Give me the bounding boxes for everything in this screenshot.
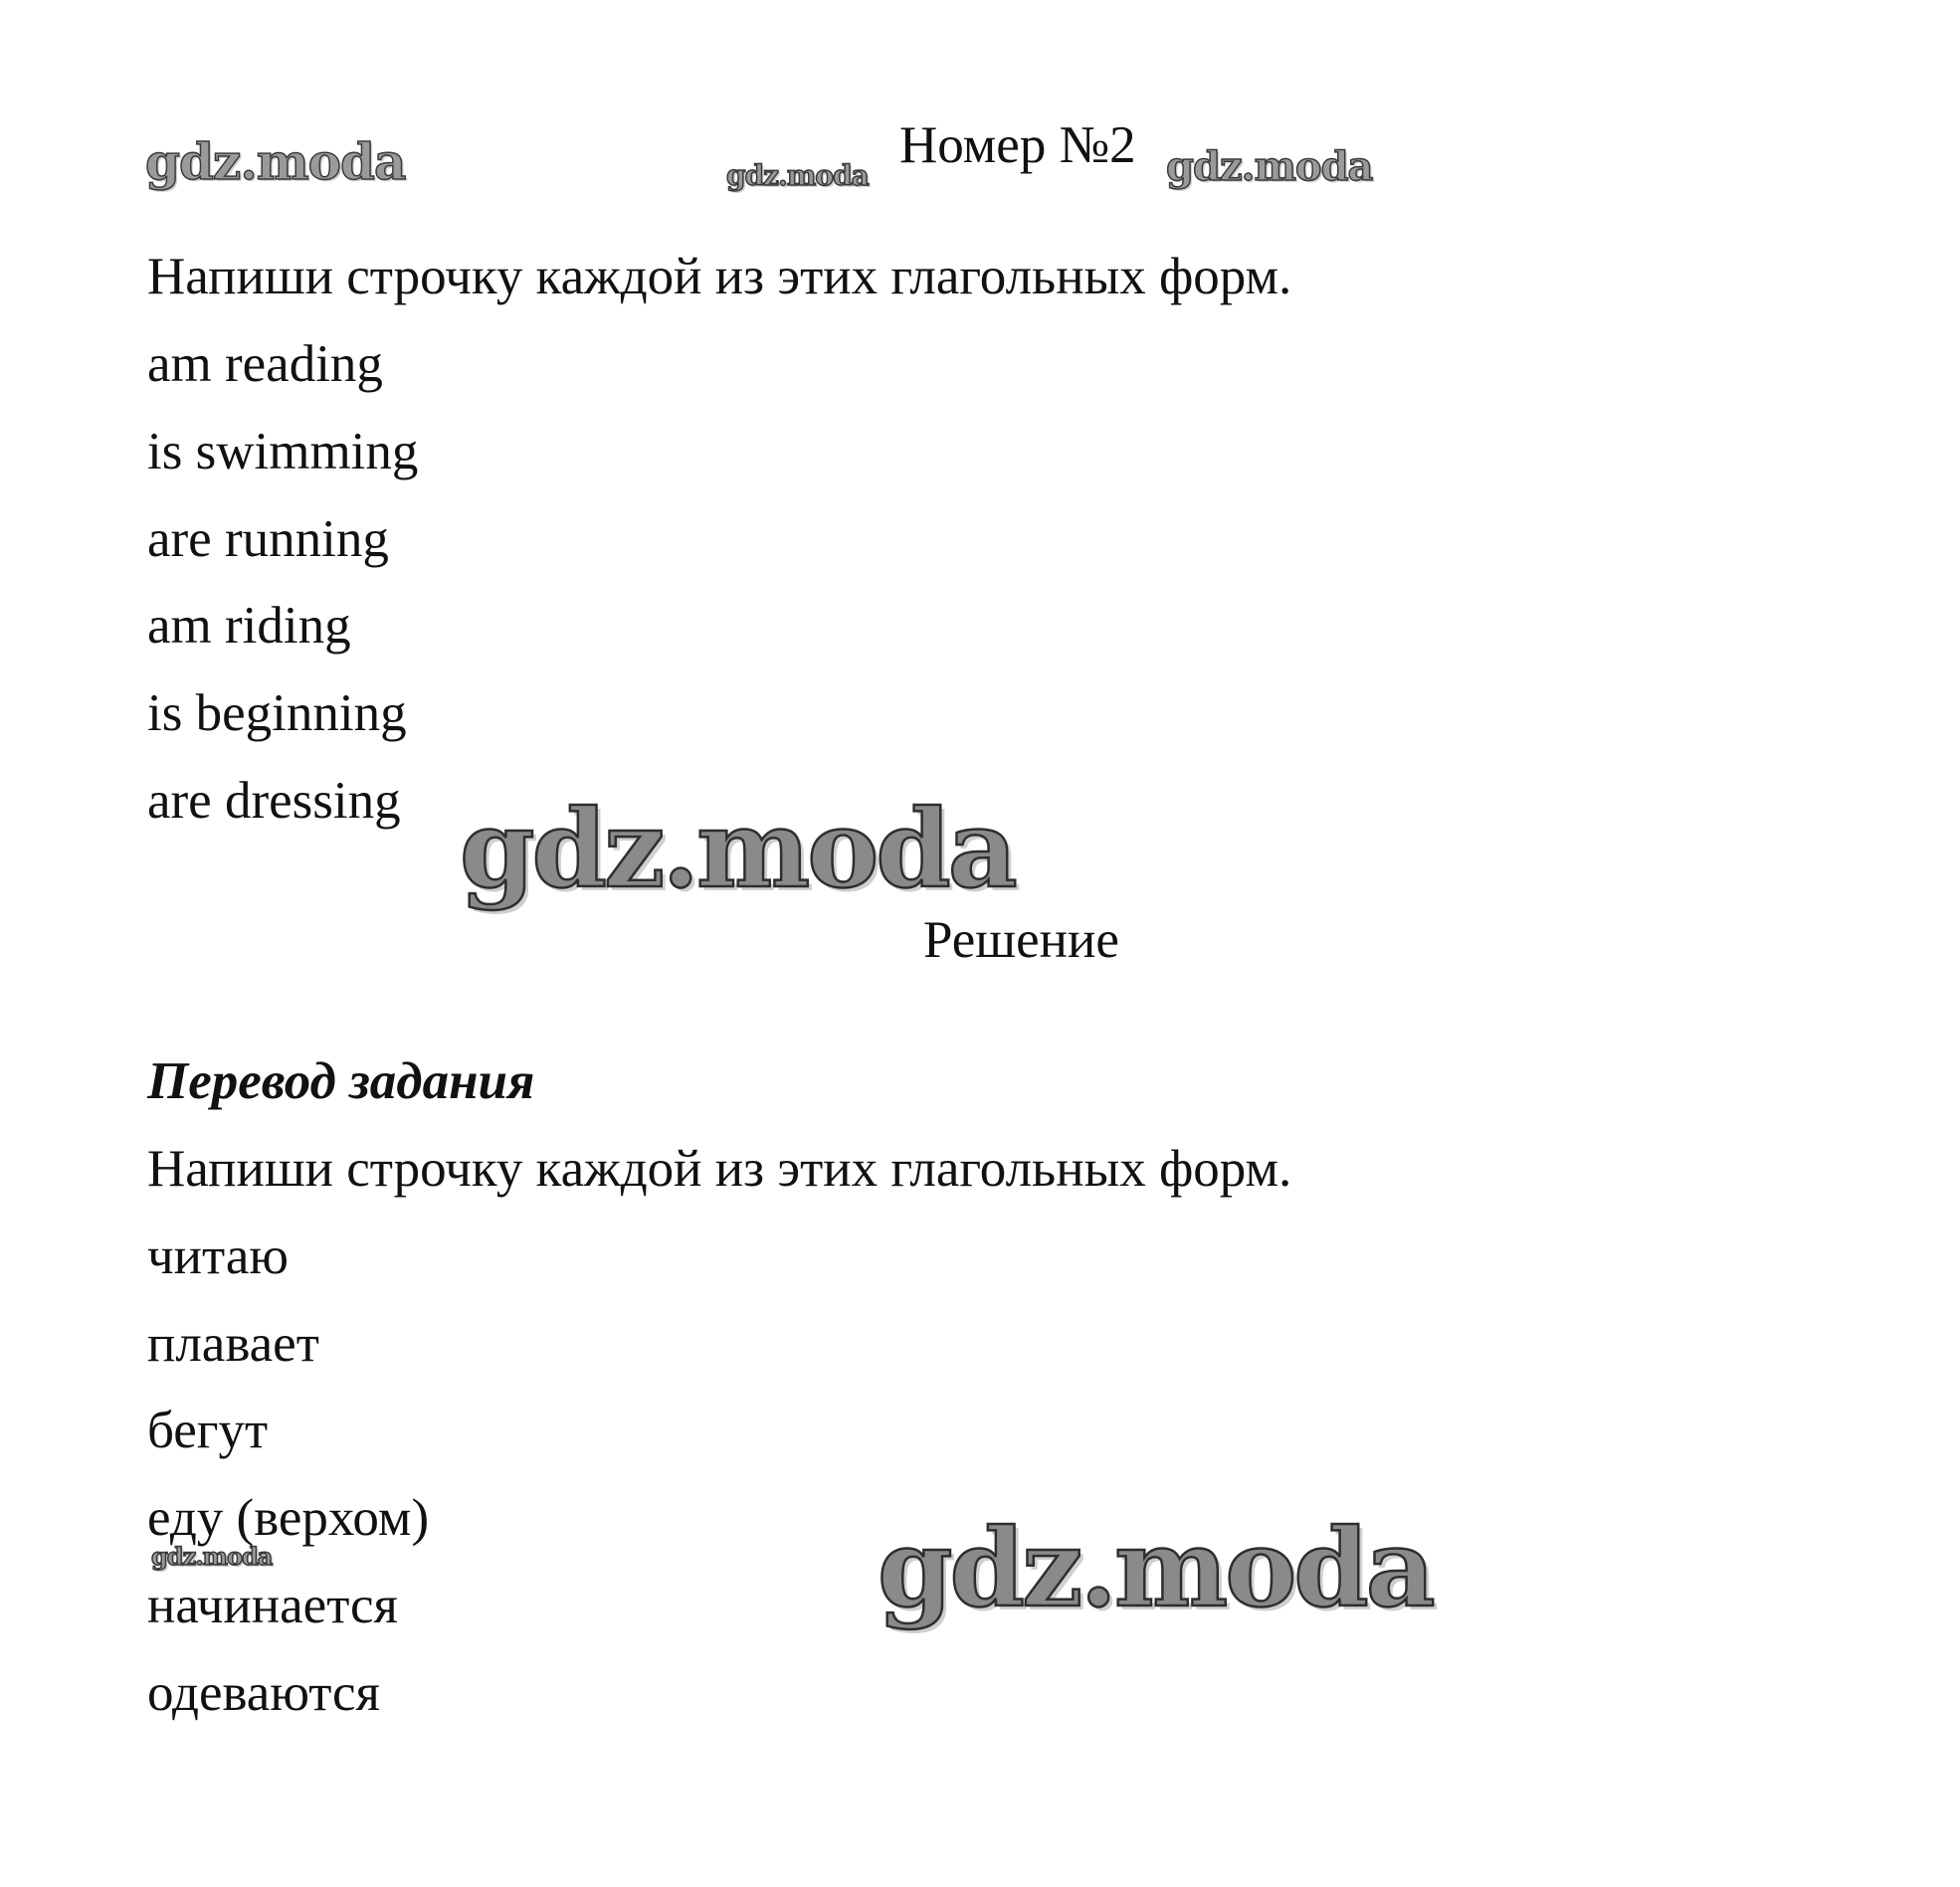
translation-instruction: Напиши строчку каждой из этих глагольных форм. — [147, 1140, 1292, 1198]
translation-item: еду (верхом) — [147, 1489, 430, 1547]
translation-heading: Перевод задания — [147, 1052, 535, 1110]
watermark-top-right: gdz.moda — [1166, 143, 1373, 190]
watermark-top-left: gdz.moda — [145, 132, 406, 191]
task-item: are running — [147, 510, 389, 568]
page-title: Номер №2 — [899, 116, 1136, 174]
watermark-lower-small: gdz.moda — [151, 1542, 273, 1571]
translation-item: одеваются — [147, 1664, 380, 1722]
translation-item: начинается — [147, 1577, 398, 1634]
task-item: am riding — [147, 597, 351, 655]
task-instruction: Напиши строчку каждой из этих глагольных форм. — [147, 248, 1292, 305]
task-item: is beginning — [147, 684, 407, 742]
solution-heading: Решение — [923, 911, 1119, 969]
task-item: are dressing — [147, 772, 401, 830]
translation-item: плавает — [147, 1315, 319, 1373]
watermark-top-center-small: gdz.moda — [726, 159, 869, 192]
translation-item: бегут — [147, 1402, 269, 1459]
translation-item: читаю — [147, 1227, 289, 1285]
task-item: am reading — [147, 335, 383, 393]
watermark-middle-large: gdz.moda — [460, 787, 1015, 912]
watermark-lower-large: gdz.moda — [878, 1506, 1433, 1631]
task-item: is swimming — [147, 423, 419, 480]
